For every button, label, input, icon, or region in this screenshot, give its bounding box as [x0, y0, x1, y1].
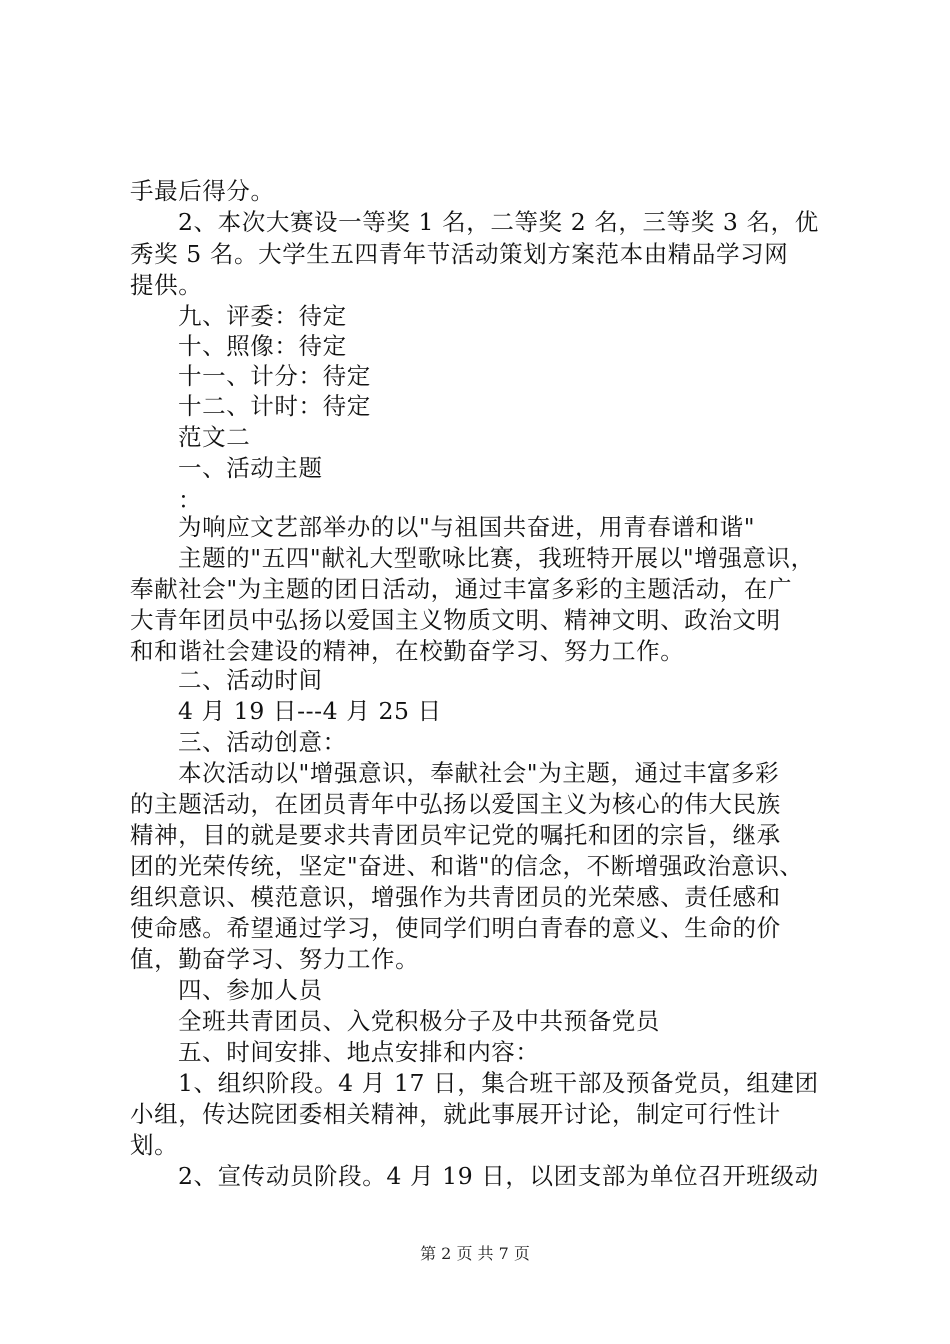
text-line: 值，勤奋学习、努力工作。 [130, 945, 420, 973]
text-line: 十、照像：待定 [178, 332, 347, 360]
section-heading: 二、活动时间 [178, 666, 323, 694]
text-line: 奉献社会"为主题的团日活动，通过丰富多彩的主题活动，在广 [130, 575, 793, 603]
text-line: 精神，目的就是要求共青团员牢记党的嘱托和团的宗旨，继承 [130, 821, 781, 849]
text-line: 全班共青团员、入党积极分子及中共预备党员 [178, 1007, 660, 1035]
text-line: 的主题活动，在团员青年中弘扬以爱国主义为核心的伟大民族 [130, 790, 781, 818]
text-line: 使命感。希望通过学习，使同学们明白青春的意义、生命的价 [130, 914, 781, 942]
section-heading: 一、活动主题 [178, 454, 323, 482]
text-line: 4 月 19 日---4 月 25 日 [178, 697, 442, 725]
text-line: 2、宣传动员阶段。4 月 19 日，以团支部为单位召开班级动 [178, 1162, 819, 1190]
text-line: 秀奖 5 名。大学生五四青年节活动策划方案范本由精品学习网 [130, 240, 789, 268]
section-heading: 范文二 [178, 423, 251, 451]
text-line: ： [178, 486, 203, 514]
text-line: 十二、计时：待定 [178, 392, 371, 420]
text-line: 划。 [130, 1131, 179, 1159]
text-line: 提供。 [130, 271, 203, 299]
text-line: 为响应文艺部举办的以"与祖国共奋进，用青春谱和谐" [178, 513, 756, 541]
section-heading: 三、活动创意： [178, 728, 347, 756]
text-line: 组织意识、模范意识，增强作为共青团员的光荣感、责任感和 [130, 883, 781, 911]
text-line: 主题的"五四"献礼大型歌咏比赛，我班特开展以"增强意识， [178, 544, 815, 572]
section-heading: 四、参加人员 [178, 976, 323, 1004]
text-line: 大青年团员中弘扬以爱国主义物质文明、精神文明、政治文明 [130, 606, 781, 634]
text-line: 十一、计分：待定 [178, 362, 371, 390]
text-line: 本次活动以"增强意识，奉献社会"为主题，通过丰富多彩 [178, 759, 780, 787]
text-line: 2、本次大赛设一等奖 1 名，二等奖 2 名，三等奖 3 名，优 [178, 208, 819, 236]
section-heading: 五、时间安排、地点安排和内容： [178, 1038, 540, 1066]
text-line: 1、组织阶段。4 月 17 日，集合班干部及预备党员，组建团 [178, 1069, 819, 1097]
text-line: 九、评委：待定 [178, 302, 347, 330]
text-line: 团的光荣传统，坚定"奋进、和谐"的信念，不断增强政治意识、 [130, 852, 804, 880]
text-line: 手最后得分。 [130, 177, 275, 205]
text-line: 小组，传达院团委相关精神，就此事展开讨论，制定可行性计 [130, 1100, 781, 1128]
text-line: 和和谐社会建设的精神，在校勤奋学习、努力工作。 [130, 637, 685, 665]
page-number-footer: 第 2 页 共 7 页 [420, 1244, 530, 1263]
